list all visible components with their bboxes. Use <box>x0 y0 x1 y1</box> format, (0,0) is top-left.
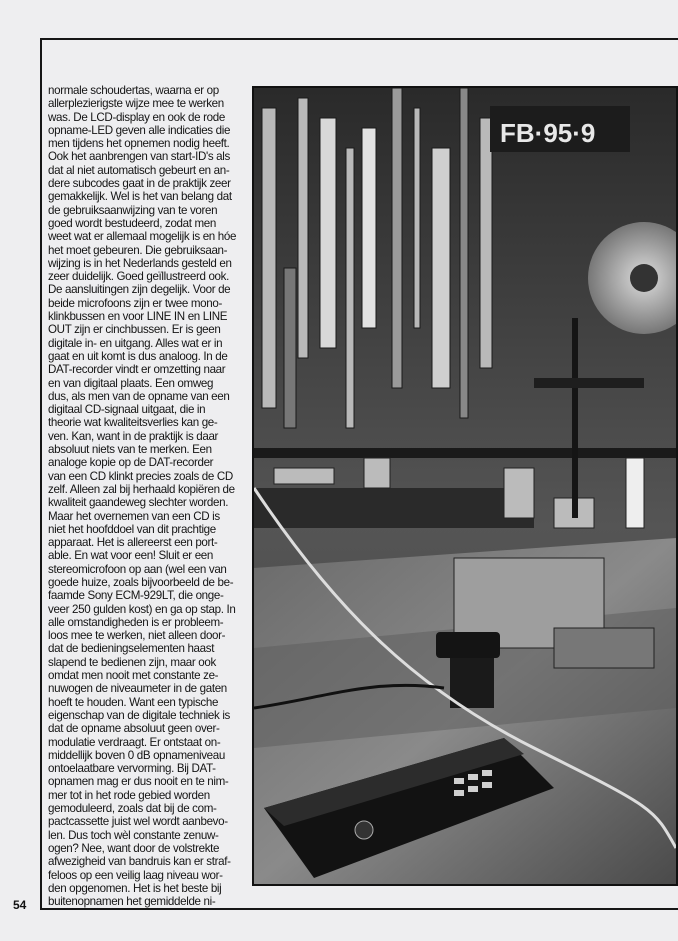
body-line: dus, als men van de opname van een <box>48 389 230 403</box>
body-line: dat de bedieningselementen haast <box>48 642 215 656</box>
body-line: niet het hoofddoel van dit prachtige <box>48 522 216 536</box>
body-line: alle omstandigheden is er probleem- <box>48 615 224 629</box>
body-line: was. De LCD-display en ook de rode <box>48 110 225 124</box>
body-line: gemakkelijk. Wel is het van belang dat <box>48 190 232 204</box>
body-line: digitaal CD-signaal uitgaat, die in <box>48 403 206 417</box>
body-line: gemoduleerd, zoals dat bij de com- <box>48 802 217 816</box>
body-line: wijzing is in het Nederlands gesteld en <box>48 256 232 270</box>
body-line: den opgenomen. Het is het beste bij <box>48 881 222 895</box>
body-line: klinkbussen en voor LINE IN en LINE <box>48 310 228 324</box>
photo-sign: FB·95·9 <box>500 118 596 148</box>
body-line: faamde Sony ECM-929LT, die onge- <box>48 589 224 603</box>
body-line: zelf. Alleen zal bij herhaald kopiëren de <box>48 482 235 496</box>
body-line: OUT zijn er cinchbussen. Er is geen <box>48 323 221 337</box>
body-line: van een CD klinkt precies zoals de CD <box>48 469 233 483</box>
body-line: loos mee te werken, niet alleen door- <box>48 629 226 643</box>
page-number: 54 <box>13 898 27 912</box>
body-line: Ook het aanbrengen van start-ID's als <box>48 150 230 164</box>
workshop-photo <box>252 86 678 886</box>
body-line: opnamen mag er dus nooit en te nim- <box>48 775 229 789</box>
body-line: hoeft te houden. Want een typische <box>48 695 219 709</box>
body-line: slapend te bedienen zijn, maar ook <box>48 655 216 669</box>
body-line: gaat en uit komt is dus analoog. In de <box>48 349 228 363</box>
body-line: goed wordt bestudeerd, zodat men <box>48 216 216 230</box>
body-line: mer tot in het rode gebied worden <box>48 788 210 802</box>
body-line: de gebruiksaanwijzing van te voren <box>48 203 218 217</box>
body-line: goede huize, zoals bijvoorbeeld de be- <box>48 575 234 589</box>
body-line: ogen? Nee, want door de volstrekte <box>48 841 220 855</box>
body-line: weet wat er allemaal mogelijk is en hóe <box>48 230 237 244</box>
body-line: het moet gebeuren. Die gebruiksaan- <box>48 243 228 257</box>
body-line: dat de opname absoluut geen over- <box>48 722 220 736</box>
body-line: zeer duidelijk. Goed geïllustreerd ook. <box>48 270 229 284</box>
body-line: len. Dus toch wèl constante zenuw- <box>48 828 219 842</box>
body-line: Maar het overnemen van een CD is <box>48 509 220 523</box>
body-line: omdat men nooit met constante ze- <box>48 669 219 683</box>
body-line: apparaat. Het is allereerst een port- <box>48 536 218 550</box>
body-line: ontoelaatbare vervorming. Bij DAT- <box>48 762 216 776</box>
body-line: DAT-recorder vindt er omzetting naar <box>48 363 226 377</box>
body-line: ven. Kan, want in de praktijk is daar <box>48 429 219 443</box>
body-line: dat al niet automatisch gebeurt en an- <box>48 163 230 177</box>
body-line: absoluut niets van te merken. Een <box>48 443 212 457</box>
body-line: buitenopnamen het gemiddelde ni- <box>48 895 216 909</box>
body-line: allerplezierigste wijze mee te werken <box>48 97 224 111</box>
article-column <box>48 84 242 908</box>
body-line: feloos op een veilig laag niveau wor- <box>48 868 223 882</box>
body-line: normale schoudertas, waarna er op <box>48 84 219 97</box>
body-line: digitale in- en uitgang. Alles wat er in <box>48 336 223 350</box>
body-line: able. En wat voor een! Sluit er een <box>48 549 213 563</box>
body-line: analoge kopie op de DAT-recorder <box>48 456 214 470</box>
body-line: dere subcodes gaat in de praktijk zeer <box>48 177 231 191</box>
body-line: De aansluitingen zijn degelijk. Voor de <box>48 283 231 297</box>
body-line: middellijk boven 0 dB opnameniveau <box>48 748 225 762</box>
body-line: men tijdens het opnemen nodig heeft. <box>48 137 230 151</box>
left-rule <box>40 38 42 910</box>
body-line: pactcassette juist wel wordt aanbevo- <box>48 815 228 829</box>
body-line: kwaliteit gaandeweg slechter worden. <box>48 496 229 510</box>
top-rule <box>42 38 678 40</box>
body-line: stereomicrofoon op aan (wel een van <box>48 562 227 576</box>
body-line: opname-LED geven alle indicaties die <box>48 123 231 137</box>
body-line: en van digitaal plaats. Een omweg <box>48 376 214 390</box>
body-line: veer 250 gulden kost) en ga op stap. In <box>48 602 236 616</box>
body-line: modulatie verdraagt. Er ontstaat on- <box>48 735 221 749</box>
body-line: theorie wat kwaliteitsverlies kan ge- <box>48 416 218 430</box>
body-line: afwezigheid van bandruis kan er straf- <box>48 855 231 869</box>
stereo-microphone <box>436 632 500 658</box>
body-line: beide microfoons zijn er twee mono- <box>48 296 222 310</box>
body-line: nuwogen de niveaumeter in de gaten <box>48 682 227 696</box>
body-line: eigenschap van de digitale techniek is <box>48 708 230 722</box>
